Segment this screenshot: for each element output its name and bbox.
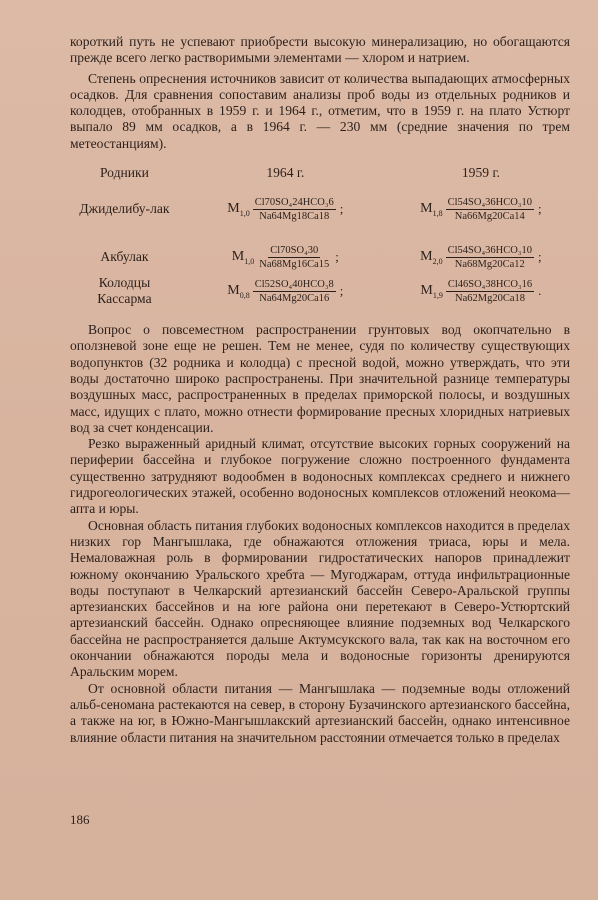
paragraph: От основной области питания — Мангышлака — подземные воды отложений альб-сеномана растекаются на север, в сторону Бузачинского артезианского бассейна, а также на юг, в Южно-Мангышлакский артезианский бассейн, однако интенсивное влияние области питания на значительном расстоянии отмечается только в пределах bbox=[70, 680, 570, 745]
source-name: Акбулак bbox=[100, 249, 149, 265]
paragraph: Резко выраженный аридный климат, отсутствие высоких горных сооружений на периферии бассейна и глубокое погружение сложно построенного фундамента существенно затрудняют водообмен в водоносных комплексах среднего и нижнего гидрогеологических этажей, особенно водоносных комплексов отложений неокома—апта и юры. bbox=[70, 436, 570, 517]
formula-table bbox=[70, 162, 570, 308]
formula-1959: $M_{1,8}$ $\frac{\text{Cl54SO₄36HCO₃10}}{Na66Mg20Ca14}$ ; bbox=[420, 196, 542, 222]
source-name: Колодцы Кассарма bbox=[97, 275, 152, 307]
paragraph: короткий путь не успевают приобрести высокую минерализацию, но обогащаются прежде всего легко растворимыми элементами — хлором и натрием. bbox=[70, 34, 570, 66]
text-block-bottom bbox=[70, 322, 570, 746]
table-row bbox=[70, 240, 570, 274]
header-1964: 1964 г. bbox=[266, 165, 305, 181]
paragraph: Степень опреснения источников зависит от количества выпадающих атмосферных осадков. Для сравнения сопоставим анализы проб воды из отдельных родников и колодцев, отобранных в 1959 г. и 1964 г., отметим, что в 1959 г. на плато Устюрт выпало 89 мм осадков, а в 1964 г. — 230 мм (средние значения по трем метеостанциям). bbox=[70, 70, 570, 151]
formula-1964: $M_{1,0}$ $\frac{\text{Cl70SO₄24HCO₃6}}{Na64Mg18Ca18}$ ; bbox=[227, 196, 344, 222]
formula-1964: $M_{1,0}$ $\frac{\text{Cl70SO₄30}}{Na68Mg16Ca15}$ ; bbox=[231, 244, 339, 270]
table-row bbox=[70, 184, 570, 234]
source-name: Джиделибу-лак bbox=[79, 201, 170, 217]
table-row bbox=[70, 274, 570, 308]
text-block-top bbox=[70, 34, 570, 152]
formula-1959: $M_{1,9}$ $\frac{\text{Cl46SO₄38HCO₃16}}{Na62Mg20Ca18}$ . bbox=[420, 278, 542, 304]
paragraph: Основная область питания глубоких водоносных комплексов находится в пределах низких гор Мангышлака, где обнажаются отложения триаса, юры и мела. Немаловажная роль в формировании гидростатических напоров принадлежит южному окончанию Уральского хребта — Мугоджарам, оттуда инфильтрационные воды поступают в Челкарский артезианский бассейн Северо-Аральской группы артезианских бассейнов и на юге района они перетекают в Северо-Устюртский артезианский бассейн. Однако опресняющее влияние подземных вод Челкарского бассейна не распространяется дальше Актумсукского вала, так как на восточном его окончании обнажаются породы мела и водоносные горизонты дренируются Аральским морем. bbox=[70, 517, 570, 680]
header-springs: Родники bbox=[99, 165, 149, 181]
formula-1959: $M_{2,0}$ $\frac{\text{Cl54SO₄36HCO₃10}}{Na68Mg20Ca12}$ ; bbox=[420, 244, 542, 270]
header-1959: 1959 г. bbox=[461, 165, 500, 181]
formula-1964: $M_{0,8}$ $\frac{\text{Cl52SO₄40HCO₃8}}{Na64Mg20Ca16}$ ; bbox=[227, 278, 344, 304]
table-header-row bbox=[70, 162, 570, 184]
page-number: 186 bbox=[70, 812, 90, 827]
paragraph: Вопрос о повсеместном распространении грунтовых вод окопчательно в оползневой зоне еще не решен. Тем не менее, судя по количеству существующих водопунктов (32 родника и колодца) с пресной водой, можно утверждать, что эти воды достаточно широко распространены. При значительной разнице температуры воздушных масс, распространенных в пределах приморской полосы, и воздушных масс, идущих с плато, можно отнести формирование пресных хлоридных натриевых вод за счет конденсации. bbox=[70, 322, 570, 435]
